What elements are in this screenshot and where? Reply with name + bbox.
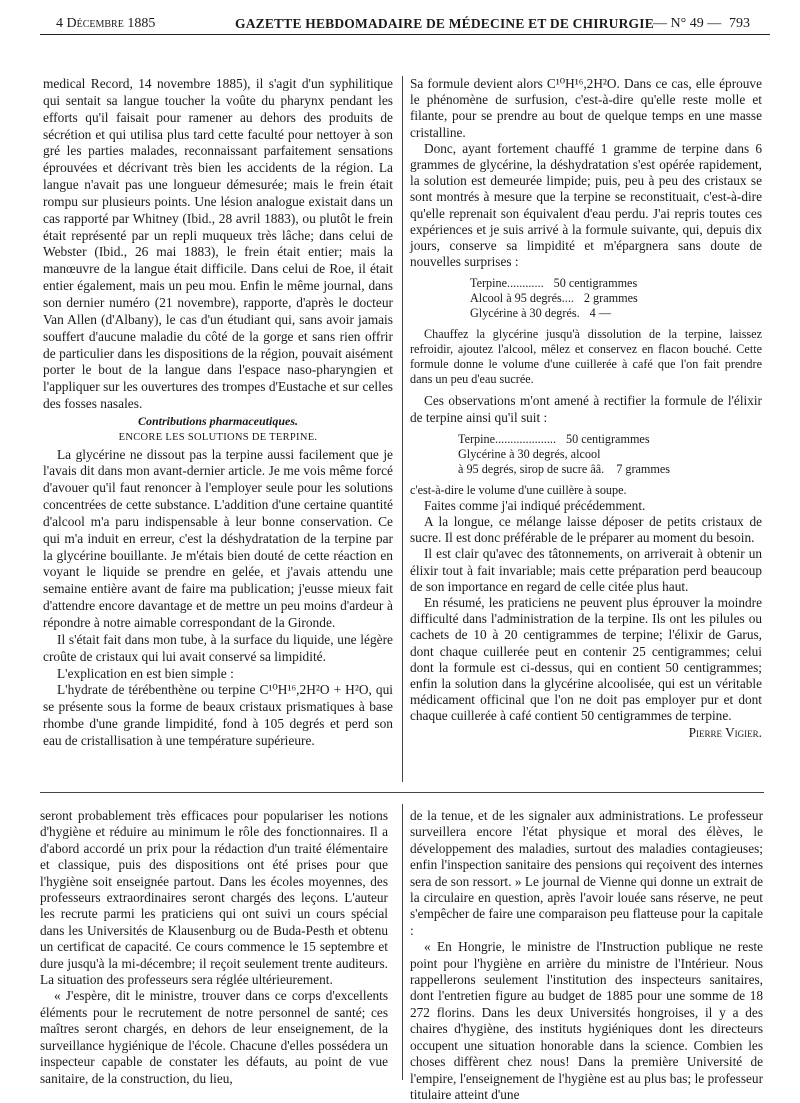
paragraph: Donc, ayant fortement chauffé 1 gramme de terpine dans 6 grammes de glycérine, la déshydratation s'est opérée rapidement, la solution est demeurée limpide; puis, peu à peu des cristaux se sont montrés à mesure que la terpine se reconstituait, c'est-à-dire qu'elle reprenait son équivalent d'eau perdu. J'ai repris toutes ces expériences et je suis arrivé à la formule suivante, qui, depuis dix jours, conserve sa limpidité et m'épargnera sans doute de nouvelles surprises : (410, 140, 762, 270)
paragraph: A la longue, ce mélange laisse déposer de petits cristaux de sucre. Il est donc préférable de le préparer au moment du besoin. (410, 514, 762, 546)
section-subtitle: ENCORE LES SOLUTIONS DE TERPINE. (118, 431, 318, 443)
column-rule-top (402, 76, 403, 782)
author-signature: Pierre Vigier. (688, 724, 762, 740)
top-left-column (43, 76, 393, 782)
paragraph: de la tenue, et de les signaler aux administrations. Le professeur surveillera encore l'état physique et moral des élèves, le développement des maladies, surtout des maladies contagieuses; enfin l'inspection sanitaire des pensions qui reçoivent des internes sera de son ressort. » Le journal de Vienne qui donne un extrait de la circulaire en question, après l'avoir louée sans réserve, ne peut s'empêcher de faire une comparaison peu flatteuse pour la capitale : (410, 808, 763, 938)
column-rule-bottom (402, 804, 403, 1080)
header-date: 4 Décembre 1885 (56, 16, 156, 31)
recipe-terpine-solution (410, 276, 762, 321)
recipe-row: Terpine ............ 50 centigrammes (470, 276, 638, 291)
recipe-row: Glycérine à 30 degrés . 4 — (470, 306, 611, 321)
section-title: Contributions pharmaceutiques. (137, 413, 299, 428)
paragraph: Sa formule devient alors C¹⁰H¹⁶,2H²O. Dans ce cas, elle éprouve le phénomène de surfusion, c'est-à-dire qu'elle reste molle et filante, pour se prendre au bout de quelque temps en une masse cristalline. (410, 76, 762, 140)
paragraph: Il est clair qu'avec des tâtonnements, on arriverait à obtenir un élixir tout à fait invariable; mais cette préparation perd beaucoup de son importance en regard de celle citée plus haut. (410, 546, 762, 594)
recipe-row: Glycérine à 30 degrés, alcool (458, 446, 601, 461)
page-number: 793 (729, 16, 750, 31)
recipe-note: c'est-à-dire le volume d'une cuillère à soupe. (410, 482, 627, 497)
paragraph: L'hydrate de térébenthène ou terpine C¹⁰H¹⁶,2H²O + H²O, qui se présente sous la forme de beaux cristaux prismatiques à base rhombe d'une grande limpidité, fond à 105 degrés et perd son eau de cristallisation à une température supérieure. (43, 682, 393, 748)
journal-title: GAZETTE HEBDOMADAIRE DE MÉDECINE ET DE CHIRURGIE (235, 16, 654, 31)
paragraph: En résumé, les praticiens ne peuvent plus éprouver la moindre difficulté dans l'administration de la terpine. Ils ont les pilules ou cachets de 10 à 20 centigrammes de terpine; l'élixir de Garus, dont chaque cuillerée peut en contenir 25 centigrammes; celui dont la formule est ci-dessus, qui en contient 50 centigrammes; enfin la solution dans la glycérine alcoolisée, qui est un véritable médicament officinal que l'on ne doit pas employer pur et dont chaque cuillerée à café contient 50 centigrammes de terpine. (410, 595, 762, 724)
paragraph: Ces observations m'ont amené à rectifier la formule de l'élixir de terpine ainsi qu'il suit : (410, 393, 762, 425)
paragraph: « En Hongrie, le ministre de l'Instruction publique ne reste point pour l'hygiène en arrière du ministre de l'Intérieur. Nous rappellerons seulement l'institution des inspecteurs sanitaires, dont l'entretien figure au budget de 1885 pour une somme de 18 272 florins. Dans les deux Universités hongroises, il y a des chaires d'hygiène, des instituts hygiéniques dont les directeurs occupent une situation honorable dans la science. Combien les choses diffèrent chez nous! Dans la première Université de l'empire, l'enseignement de l'hygiène est au plus bas; le professeur titulaire atteint d'une (410, 939, 763, 1102)
recipe-row: Terpine .................... 50 centigrammes (458, 431, 650, 446)
paragraph: Il s'était fait dans mon tube, à la surface du liquide, une légère croûte de cristaux qui lui avait conservé sa limpidité. (43, 631, 393, 664)
running-header (40, 8, 770, 35)
paragraph: La glycérine ne dissout pas la terpine aussi facilement que je l'avais dit dans mon avant-dernier article. Je me vois même forcé d'avouer qu'il faut renoncer à l'employer seule pour les solutions concentrées de cette substance. L'addition d'une certaine quantité d'alcool m'a paru indispensable à leur bonne conservation. Ce qui m'a induit en erreur, c'est la déshydratation de la terpine par la glycérine bouillante. Je m'étais bien douté de cette réaction en voyant le liquide se prendre en gelée, et j'avais attendu une semaine entière avant de faire ma publication; j'eusse mieux fait d'attendre encore davantage et de mettre un peu moins d'ardeur à répondre à notre aimable correspondant de la Gironde. (43, 446, 393, 630)
issue-number: — N° 49 — (653, 16, 722, 31)
paragraph: « J'espère, dit le ministre, trouver dans ce corps d'excellents éléments pour le recrutement de notre personnel de santé; ces maîtres seront chargés, en dehors de leur enseignement, de la surveillance hygiénique de l'école. Chacune d'elles possédera un inspecteur capable de constater les défauts, au point de vue sanitaire, de la construction, du lieu, (40, 988, 388, 1086)
top-right-column (410, 76, 762, 782)
paragraph: seront probablement très efficaces pour populariser les notions d'hygiène et réduire au minimum le rôle des fonctionnaires. Il a d'abord accordé un prix pour la rédaction d'un traité élémentaire et classique, puis des dispositions ont été prises pour que l'hygiène soit enseignée partout. Dans les écoles moyennes, des professeurs extraordinaires seront chargés des leçons. L'auteur les recrute parmi les praticiens qui ont suivi un cours spécial dans les Universités de Klausenburg ou de Buda-Pesth et obtenu un certificat de capacité. Ce cours commence le 15 septembre et dure jusqu'à la mi-décembre; il reçoit seulement trente auditeurs. La situation des professeurs sera réglée ultérieurement. (40, 808, 388, 988)
paragraph: L'explication en est bien simple : (57, 665, 234, 681)
bottom-left-column (40, 808, 388, 1086)
section-divider-rule (40, 792, 764, 793)
recipe-row: Alcool à 95 degrés .... 2 grammes (470, 291, 638, 306)
recipe-row: à 95 degrés, sirop de sucre ââ. 7 grammes (458, 461, 671, 476)
paragraph: Faites comme j'ai indiqué précédemment. (424, 497, 646, 513)
recipe-terpine-elixir (410, 432, 762, 477)
recipe-note: Chauffez la glycérine jusqu'à dissolution de la terpine, laissez refroidir, ajoutez l'alcool, mêlez et conservez en flacon bouché. Cette formule donne le volume d'une cuillerée à café que l'on fait prendre dans un peu d'eau sucrée. (410, 327, 762, 387)
bottom-right-column (410, 808, 763, 1102)
paragraph: medical Record, 14 novembre 1885), il s'agit d'un syphilitique qui sentait sa langue toucher la voûte du pharynx pendant les efforts qu'il faisait pour ramener au dehors des produits de sécrétion et qui utilisa plus tard cette faculté pour nettoyer à son gré les parties malades, reconnaissant parfaitement sensations éprouvées et décrivant très bien les accidents de la région. La langue n'avait pas une longueur démesurée; mais le frein était rompu sur plusieurs points. Une lésion analogue existait dans un cas rapporté par Whitney (Ibid., 28 avril 1883), ou plutôt le frein était représenté par un repli muqueux très lâche; dans celui de Webster (Ibid., 26 mai 1883), le frein était entier; mais la manœuvre de la langue était difficile. Dans celui de Roe, il était entier également, mais un peu mou. Enfin le même journal, dans son dernier numéro (21 novembre), rapporte, d'après le docteur Van Allen (d'Albany), le cas d'un étudiant qui, sans avoir jamais souffert d'aucune maladie du côté de la gorge et sans rien offrir de particulier dans les dispositions de la région, pouvait aisément porter le bout de la langue dans l'espace naso-pharyngien et l'appliquer sur les ouvertures des trompes d'Eustache et sur celles des fosses nasales. (43, 76, 393, 412)
